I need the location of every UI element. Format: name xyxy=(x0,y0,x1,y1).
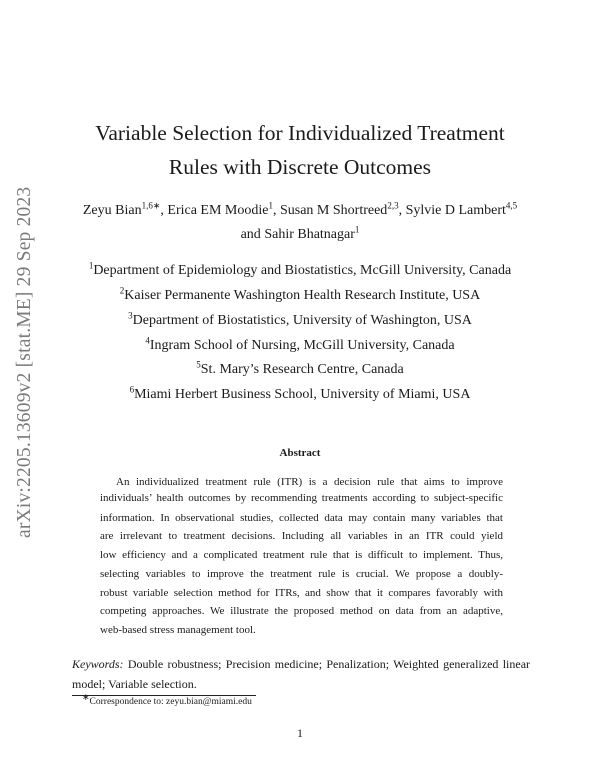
affiliation-text: Kaiser Permanente Washington Health Research Institute, USA xyxy=(124,288,481,303)
author-name: Zeyu Bian xyxy=(82,203,142,218)
affiliation xyxy=(0,311,600,331)
affiliation xyxy=(0,385,600,405)
keywords-text: Double robustness; Precision medicine; Penalization; Weighted generalized linear xyxy=(127,657,531,671)
abstract-line: robust variable selection method for ITRs, and show that it compares favorably with xyxy=(100,587,503,599)
author-affiliation-mark: 1 xyxy=(354,224,360,235)
abstract-line: low efficiency and a complicated treatment rule that is difficult to implement. Thus, xyxy=(100,549,503,561)
abstract-line: An individualized treatment rule (ITR) is a decision rule that aims to improve xyxy=(116,476,503,488)
abstract-heading: Abstract xyxy=(279,447,321,459)
affiliation-number: 2 xyxy=(119,285,125,296)
affiliation-text: Department of Biostatistics, University of Washington, USA xyxy=(132,313,472,328)
author-separator: , xyxy=(398,203,406,218)
keywords-label: Keywords: xyxy=(72,657,124,671)
abstract-line: selecting variables to improve the treatment rule is crucial. We propose a doubly- xyxy=(100,568,503,580)
author-affiliation-mark: 1,6∗ xyxy=(141,200,161,211)
affiliation-number: 6 xyxy=(129,384,135,395)
abstract-line: are irrelevant to treatment decisions. Including all variables in an ITR could yield xyxy=(100,530,503,542)
author-separator: , xyxy=(160,203,168,218)
affiliation xyxy=(0,336,600,356)
author-name: Erica EM Moodie xyxy=(167,203,269,218)
affiliation-number: 5 xyxy=(196,359,201,370)
keywords-line-1 xyxy=(72,654,530,674)
footnote-text: Correspondence to: zeyu.bian@miami.edu xyxy=(89,697,252,708)
author-separator: , xyxy=(272,203,280,218)
author-list-line-2 xyxy=(0,223,600,247)
author-name: Sahir Bhatnagar xyxy=(264,227,355,242)
page-number: 1 xyxy=(297,726,303,740)
affiliation-number: 3 xyxy=(128,310,133,321)
paper-title-line-2: Rules with Discrete Outcomes xyxy=(168,155,432,179)
paper-title-line-1: Variable Selection for Individualized Treatment xyxy=(95,121,505,145)
author-affiliation-mark: 2,3 xyxy=(387,200,399,211)
affiliation-number: 1 xyxy=(88,260,94,271)
affiliation-text: St. Mary’s Research Centre, Canada xyxy=(200,362,404,377)
arxiv-identifier: arXiv:2205.13609v2 [stat.ME] 29 Sep 2023 xyxy=(14,186,35,538)
affiliation-number: 4 xyxy=(145,335,150,346)
author-name: Susan M Shortreed xyxy=(279,203,388,218)
keywords-line-2: model; Variable selection. xyxy=(72,677,197,691)
author-affiliation-mark: 1 xyxy=(268,200,273,211)
affiliation-text: Department of Epidemiology and Biostatistics, McGill University, Canada xyxy=(93,263,512,278)
author-name: Sylvie D Lambert xyxy=(405,203,506,218)
affiliation xyxy=(0,360,600,380)
author-affiliation-mark: 4,5 xyxy=(505,200,518,211)
affiliation xyxy=(0,286,600,306)
abstract-line: information. In observational studies, collected data may contain many variables that xyxy=(100,512,503,524)
abstract-line: individuals’ health outcomes by recommending treatments according to subject-specific xyxy=(100,492,503,504)
affiliation xyxy=(0,261,600,281)
footnote xyxy=(82,692,252,708)
affiliation-text: Ingram School of Nursing, McGill University, Canada xyxy=(149,338,455,353)
footnote-mark: ∗ xyxy=(82,692,90,702)
affiliation-text: Miami Herbert Business School, University of Miami, USA xyxy=(134,387,471,402)
abstract-line: competing approaches. We illustrate the proposed method on data from an adaptive, xyxy=(100,605,503,617)
footnote-rule xyxy=(72,695,256,696)
author-conjunction: and xyxy=(240,227,265,242)
author-list-line-1 xyxy=(0,199,600,223)
abstract-line: web-based stress management tool. xyxy=(100,624,256,636)
